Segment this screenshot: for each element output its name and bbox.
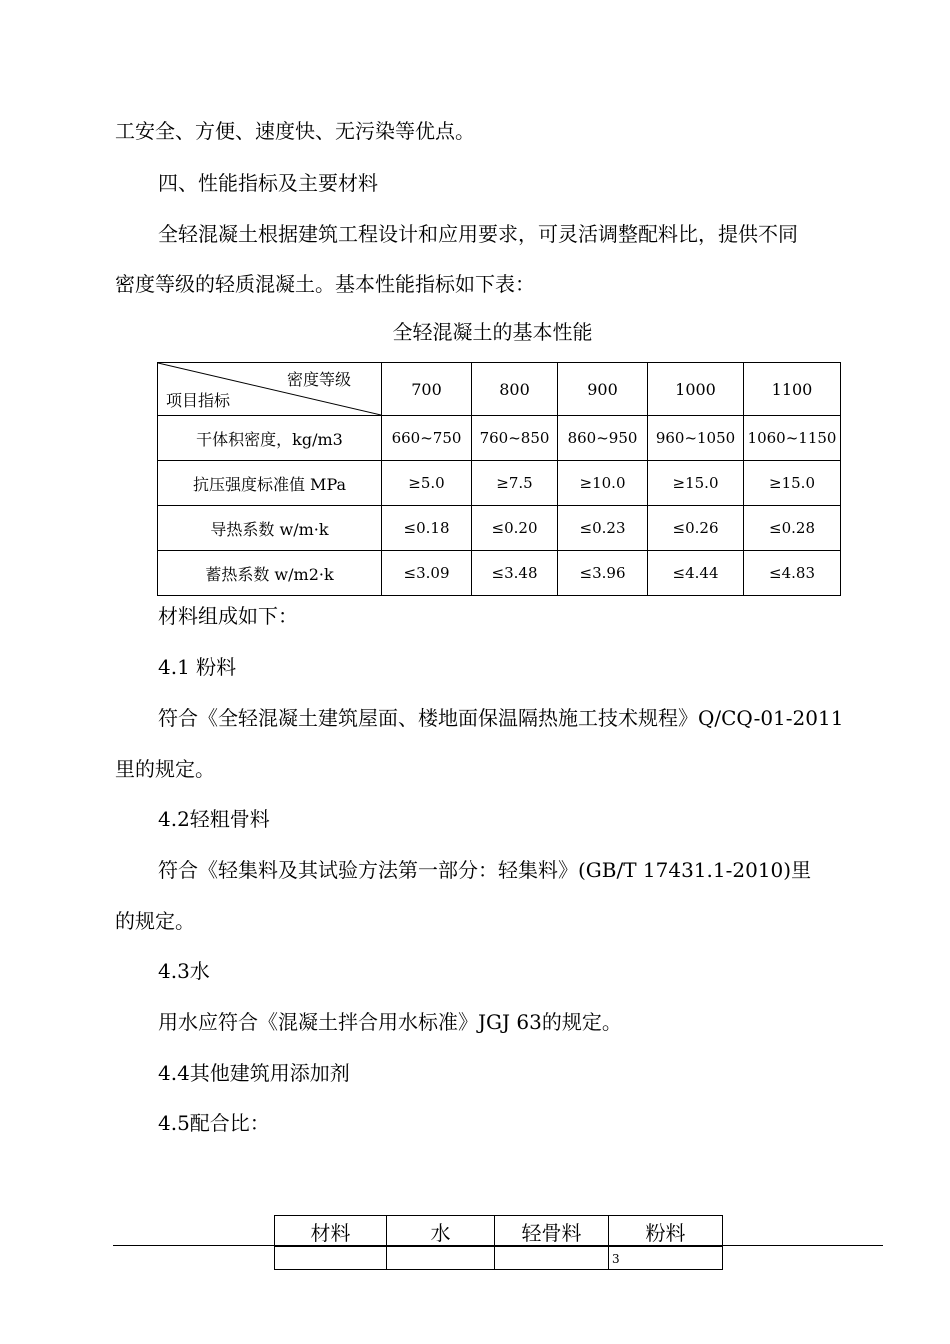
table-cell: ≤0.26: [648, 506, 744, 551]
table-row: [158, 416, 841, 461]
table-row: [158, 461, 841, 506]
table-header-row: [158, 363, 841, 416]
column-header: 水: [387, 1216, 495, 1247]
table-row: [158, 506, 841, 551]
corner-label-item: 项目指标: [166, 391, 231, 410]
table-cell: 860~950: [558, 416, 648, 461]
table-cell: [275, 1247, 387, 1270]
table-cell: ≤4.83: [744, 551, 841, 596]
table-row: [275, 1247, 723, 1270]
table-caption: 全轻混凝土的基本性能: [392, 320, 593, 344]
table-cell: 660~750: [382, 416, 472, 461]
table-cell: ≤3.48: [472, 551, 558, 596]
paragraph-line: 密度等级的轻质混凝土。基本性能指标如下表：: [115, 272, 535, 296]
paragraph-line: 里的规定。: [115, 757, 215, 781]
subsection-heading: 4.2轻粗骨料: [158, 807, 270, 831]
row-label: 蓄热系数 w/m2·k: [158, 551, 382, 596]
table-cell: 760~850: [472, 416, 558, 461]
table-cell: 1060~1150: [744, 416, 841, 461]
subsection-heading: 4.4其他建筑用添加剂: [158, 1061, 350, 1085]
table-cell: ≤0.28: [744, 506, 841, 551]
table-cell: ≤3.09: [382, 551, 472, 596]
row-label: 干体积密度，kg/m3: [158, 416, 382, 461]
subsection-heading: 4.5配合比：: [158, 1111, 270, 1135]
paragraph-line: 符合《轻集料及其试验方法第一部分：轻集料》(GB/T 17431.1-2010)里: [158, 858, 812, 882]
corner-label-density: 密度等级: [286, 370, 351, 389]
table-cell: ≤3.96: [558, 551, 648, 596]
performance-table: [157, 362, 841, 596]
subsection-heading: 4.3水: [158, 959, 210, 983]
footer-rule: [113, 1245, 883, 1246]
table-header-row: [275, 1216, 723, 1247]
table-cell: ≥5.0: [382, 461, 472, 506]
table-cell: ≤0.23: [558, 506, 648, 551]
paragraph-line: 的规定。: [115, 909, 195, 933]
subsection-heading: 4.1 粉料: [158, 655, 237, 679]
table-cell: ≤0.18: [382, 506, 472, 551]
table-cell: ≥7.5: [472, 461, 558, 506]
column-header: 粉料: [609, 1216, 723, 1247]
section-heading: 四、性能指标及主要材料: [158, 171, 378, 195]
mix-ratio-table: [274, 1215, 723, 1270]
column-header: 700: [382, 363, 472, 416]
page-number: 3: [612, 1252, 620, 1266]
table-cell: ≥15.0: [648, 461, 744, 506]
row-label: 导热系数 w/m·k: [158, 506, 382, 551]
row-label: 抗压强度标准值 MPa: [158, 461, 382, 506]
table-row: [158, 551, 841, 596]
table-cell: ≥10.0: [558, 461, 648, 506]
column-header: 材料: [275, 1216, 387, 1247]
column-header: 800: [472, 363, 558, 416]
paragraph-line: 材料组成如下：: [158, 604, 298, 628]
table-cell: ≤4.44: [648, 551, 744, 596]
table-cell: [609, 1247, 723, 1270]
column-header: 轻骨料: [495, 1216, 609, 1247]
diagonal-header-cell: [158, 363, 382, 416]
paragraph-line: 符合《全轻混凝土建筑屋面、楼地面保温隔热施工技术规程》Q/CQ-01-2011: [158, 706, 844, 730]
table-cell: ≤0.20: [472, 506, 558, 551]
table-cell: 960~1050: [648, 416, 744, 461]
column-header: 1000: [648, 363, 744, 416]
table-cell: [387, 1247, 495, 1270]
table-cell: [495, 1247, 609, 1270]
column-header: 1100: [744, 363, 841, 416]
table-cell: ≥15.0: [744, 461, 841, 506]
paragraph-line: 工安全、方便、速度快、无污染等优点。: [115, 119, 475, 143]
column-header: 900: [558, 363, 648, 416]
paragraph-line: 用水应符合《混凝土拌合用水标准》JGJ 63的规定。: [158, 1010, 622, 1034]
paragraph-line: 全轻混凝土根据建筑工程设计和应用要求，可灵活调整配料比，提供不同: [158, 222, 798, 246]
